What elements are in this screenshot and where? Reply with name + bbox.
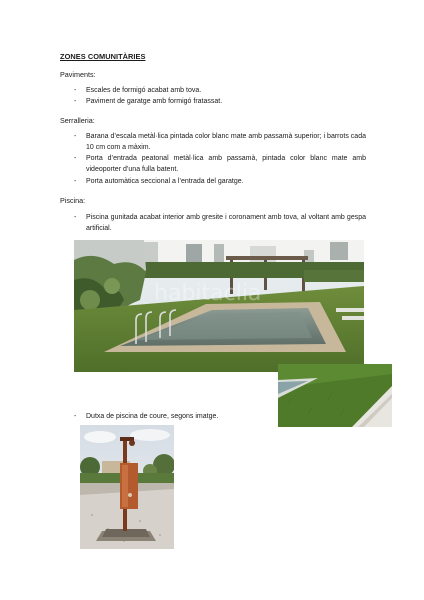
bullet-dash: - [74, 98, 77, 105]
serralleria-item-2-text: Porta d’entrada peatonal metàl·lica amb passamà, pintada color blanc mate amb videoporter d’una fulla batent. [86, 155, 366, 173]
bullet-dash: - [74, 87, 77, 94]
paviments-item-1-text: Escales de formigó acabat amb tova. [86, 87, 202, 94]
bullet-dash: - [74, 413, 77, 420]
bullet-dash: - [74, 214, 77, 221]
bullet-dash: - [74, 178, 77, 185]
section-title: ZONES COMUNITÀRIES [60, 52, 146, 61]
paviments-label: Paviments: [60, 70, 96, 79]
paviments-item-2-text: Paviment de garatge amb formigó fratassat. [86, 98, 223, 105]
serralleria-item-2 [74, 154, 366, 175]
paviments-item-2 [74, 97, 366, 108]
bullet-dash: - [74, 133, 77, 140]
serralleria-item-1-text: Barana d’escala metàl·lica pintada color blanc mate amb passamà superior; i barrots cada 10 cm com a màxim. [86, 133, 366, 151]
piscina-item-2-text: Dutxa de piscina de coure, segons imatge. [86, 413, 219, 420]
piscina-item-2 [74, 412, 366, 423]
watermark-text: habitaclia [154, 281, 262, 306]
serralleria-label: Serralleria: [60, 116, 95, 125]
piscina-item-1-text: Piscina gunitada acabat interior amb gresite i coronament amb tova, al voltant amb gespa artificial. [86, 214, 366, 232]
piscina-label: Piscina: [60, 196, 86, 205]
serralleria-item-1 [74, 132, 366, 153]
piscina-item-1 [74, 213, 366, 234]
serralleria-item-3-text: Porta automàtica seccional a l’entrada del garatge. [86, 178, 244, 185]
pool-shower-photo [80, 425, 174, 549]
serralleria-item-3 [74, 177, 366, 188]
paviments-item-1 [74, 86, 366, 97]
pool-render-image [74, 240, 364, 372]
bullet-dash: - [74, 155, 77, 162]
